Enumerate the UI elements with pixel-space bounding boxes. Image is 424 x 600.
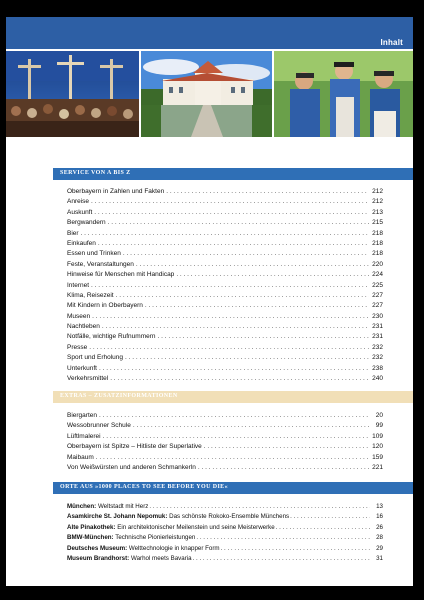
leader-dots bbox=[99, 364, 369, 374]
toc-entry-label bbox=[67, 533, 195, 543]
leader-dots bbox=[136, 260, 369, 270]
passion-play-photo bbox=[6, 51, 139, 137]
toc-entry-description: Das schönste Rokoko-Ensemble Münchens bbox=[167, 513, 290, 521]
toc-entry-label bbox=[67, 544, 220, 554]
leader-dots bbox=[198, 463, 369, 473]
leader-dots bbox=[145, 301, 369, 311]
toc-entry-page: 220 bbox=[372, 260, 383, 268]
toc-entry-page: 232 bbox=[372, 343, 383, 351]
toc-entry-page: 28 bbox=[376, 534, 383, 542]
extras-list bbox=[67, 411, 383, 473]
leader-dots bbox=[81, 229, 369, 239]
toc-entry-label: Anreise bbox=[67, 198, 90, 206]
document-page bbox=[6, 17, 413, 586]
toc-entry[interactable] bbox=[67, 218, 383, 228]
toc-entry-label: Biergarten bbox=[67, 411, 97, 419]
leader-dots bbox=[96, 453, 369, 463]
leader-dots bbox=[91, 197, 369, 207]
toc-entry-page: 227 bbox=[372, 291, 383, 299]
toc-entry-label: Verkehrsmittel bbox=[67, 375, 109, 383]
toc-entry-page: 224 bbox=[372, 271, 383, 279]
toc-entry-label: Klima, Reisezeit bbox=[67, 291, 114, 299]
toc-entry-place: BMW-München: bbox=[67, 534, 114, 542]
leader-dots bbox=[116, 291, 369, 301]
toc-entry-page: 31 bbox=[376, 554, 383, 562]
toc-entry-page: 213 bbox=[372, 208, 383, 216]
toc-entry[interactable] bbox=[67, 312, 383, 322]
leader-dots bbox=[176, 270, 369, 280]
section-title-service: SERVICE VON A BIS Z bbox=[60, 170, 131, 176]
toc-entry-page: 218 bbox=[372, 250, 383, 258]
leader-dots bbox=[290, 512, 370, 522]
toc-entry-place: Deutsches Museum: bbox=[67, 544, 128, 552]
toc-entry[interactable] bbox=[67, 239, 383, 249]
traditional-costume-photo bbox=[274, 51, 413, 137]
toc-entry-page: 232 bbox=[372, 354, 383, 362]
section-title-places: ORTE AUS »1000 PLACES TO SEE BEFORE YOU DIE« bbox=[60, 484, 228, 490]
toc-entry-page: 227 bbox=[372, 302, 383, 310]
toc-entry-page: 120 bbox=[372, 443, 383, 451]
toc-entry-label: Oberbayern in Zahlen und Fakten bbox=[67, 187, 165, 195]
leader-dots bbox=[89, 343, 369, 353]
leader-dots bbox=[91, 281, 369, 291]
toc-entry-label: Unterkunft bbox=[67, 364, 97, 372]
toc-entry-label: Von Weißwürsten und anderen Schmankerln bbox=[67, 463, 196, 471]
toc-entry-label: Feste, Veranstaltungen bbox=[67, 260, 134, 268]
toc-entry-place: München: bbox=[67, 502, 97, 510]
toc-entry[interactable] bbox=[67, 523, 383, 533]
toc-entry-label: Auskunft bbox=[67, 208, 93, 216]
toc-entry[interactable] bbox=[67, 353, 383, 363]
toc-entry-page: 159 bbox=[372, 453, 383, 461]
toc-entry[interactable] bbox=[67, 554, 383, 564]
toc-entry-description: Technische Pionierleistungen bbox=[113, 534, 196, 542]
toc-entry-page: 212 bbox=[372, 187, 383, 195]
leader-dots bbox=[94, 208, 369, 218]
toc-entry[interactable] bbox=[67, 332, 383, 342]
toc-entry-label: Oberbayern ist Spitze – Hitliste der Superlative bbox=[67, 443, 202, 451]
toc-entry-page: 13 bbox=[376, 502, 383, 510]
toc-entry[interactable] bbox=[67, 343, 383, 353]
toc-entry[interactable] bbox=[67, 374, 383, 384]
toc-entry-page: 212 bbox=[372, 198, 383, 206]
palace-photo bbox=[141, 51, 272, 137]
toc-entry-page: 240 bbox=[372, 375, 383, 383]
toc-entry[interactable] bbox=[67, 281, 383, 291]
toc-entry[interactable] bbox=[67, 291, 383, 301]
toc-entry-page: 238 bbox=[372, 364, 383, 372]
toc-entry-label: Museen bbox=[67, 312, 91, 320]
toc-entry-label: Mit Kindern in Oberbayern bbox=[67, 302, 143, 310]
toc-entry[interactable] bbox=[67, 544, 383, 554]
leader-dots bbox=[125, 353, 369, 363]
toc-entry-place: Museum Brandhorst: bbox=[67, 554, 130, 562]
toc-entry-description: Weltstadt mit Herz bbox=[96, 502, 149, 510]
toc-entry[interactable] bbox=[67, 270, 383, 280]
toc-entry[interactable] bbox=[67, 453, 383, 463]
toc-entry-page: 99 bbox=[375, 422, 383, 430]
leader-dots bbox=[158, 332, 369, 342]
toc-entry[interactable] bbox=[67, 502, 383, 512]
toc-entry-label: Bergwandern bbox=[67, 219, 106, 227]
toc-entry-page: 16 bbox=[376, 513, 383, 521]
toc-entry[interactable] bbox=[67, 322, 383, 332]
toc-entry[interactable] bbox=[67, 208, 383, 218]
toc-entry-page: 221 bbox=[372, 463, 383, 471]
page-title: Inhalt bbox=[380, 38, 403, 47]
toc-entry[interactable] bbox=[67, 411, 383, 421]
toc-entry-label bbox=[67, 502, 148, 512]
toc-entry-label bbox=[67, 554, 192, 564]
toc-entry-description: Warhol meets Bavaria bbox=[129, 554, 192, 562]
toc-entry-label: Bier bbox=[67, 229, 79, 237]
toc-entry-page: 218 bbox=[372, 229, 383, 237]
places-list bbox=[67, 502, 383, 564]
leader-dots bbox=[133, 421, 369, 431]
leader-dots bbox=[92, 312, 369, 322]
toc-entry-place: Alte Pinakothek: bbox=[67, 523, 116, 531]
toc-entry-description: Welttechnologie in knapper Form bbox=[127, 544, 220, 552]
leader-dots bbox=[204, 442, 369, 452]
toc-entry[interactable] bbox=[67, 533, 383, 543]
leader-dots bbox=[193, 554, 370, 564]
leader-dots bbox=[276, 523, 370, 533]
toc-entry-page: 26 bbox=[376, 523, 383, 531]
toc-entry-label: Hinweise für Menschen mit Handicap bbox=[67, 271, 175, 279]
toc-entry-label: Maibaum bbox=[67, 453, 94, 461]
leader-dots bbox=[149, 502, 370, 512]
leader-dots bbox=[166, 187, 369, 197]
leader-dots bbox=[221, 544, 370, 554]
toc-entry-label: Sport und Erholung bbox=[67, 354, 124, 362]
leader-dots bbox=[108, 218, 369, 228]
toc-entry[interactable] bbox=[67, 512, 383, 522]
toc-entry[interactable] bbox=[67, 432, 383, 442]
toc-entry[interactable] bbox=[67, 442, 383, 452]
toc-entry[interactable] bbox=[67, 301, 383, 311]
toc-entry-label: Wessobrunner Schule bbox=[67, 422, 131, 430]
toc-entry-page: 29 bbox=[376, 544, 383, 552]
toc-entry[interactable] bbox=[67, 260, 383, 270]
toc-entry-place: Asamkirche St. Johann Nepomuk: bbox=[67, 513, 168, 521]
toc-entry-page: 231 bbox=[372, 333, 383, 341]
leader-dots bbox=[123, 249, 369, 259]
toc-entry-page: 230 bbox=[372, 312, 383, 320]
toc-entry[interactable] bbox=[67, 187, 383, 197]
toc-entry-page: 215 bbox=[372, 219, 383, 227]
section-header-extras bbox=[53, 391, 413, 403]
toc-entry-label: Nachtleben bbox=[67, 323, 100, 331]
toc-entry[interactable] bbox=[67, 421, 383, 431]
toc-entry-page: 218 bbox=[372, 239, 383, 247]
leader-dots bbox=[102, 322, 369, 332]
toc-entry-label: Internet bbox=[67, 281, 90, 289]
toc-entry-label: Notfälle, wichtige Rufnummern bbox=[67, 333, 156, 341]
toc-entry-label: Presse bbox=[67, 343, 88, 351]
toc-entry-label: Lüftlmalerei bbox=[67, 432, 101, 440]
toc-entry-label bbox=[67, 523, 275, 533]
toc-entry-label: Einkaufen bbox=[67, 239, 96, 247]
header-bar bbox=[6, 17, 413, 49]
leader-dots bbox=[110, 374, 369, 384]
toc-entry-page: 231 bbox=[372, 323, 383, 331]
toc-entry-label: Essen und Trinken bbox=[67, 250, 121, 258]
section-header-places bbox=[53, 482, 413, 494]
leader-dots bbox=[103, 432, 369, 442]
leader-dots bbox=[196, 533, 370, 543]
toc-entry[interactable] bbox=[67, 463, 383, 473]
photo-strip bbox=[6, 51, 413, 137]
toc-entry-page: 20 bbox=[375, 411, 383, 419]
section-header-service bbox=[53, 168, 413, 180]
toc-entry[interactable] bbox=[67, 249, 383, 259]
toc-entry[interactable] bbox=[67, 364, 383, 374]
leader-dots bbox=[98, 239, 369, 249]
toc-entry-page: 109 bbox=[372, 432, 383, 440]
toc-entry-page: 225 bbox=[372, 281, 383, 289]
service-list bbox=[67, 187, 383, 384]
toc-entry-label bbox=[67, 512, 289, 522]
toc-entry-description: Ein architektonischer Meilenstein und seine Meisterwerke bbox=[115, 523, 275, 531]
toc-entry[interactable] bbox=[67, 229, 383, 239]
section-title-extras: EXTRAS – ZUSATZINFORMATIONEN bbox=[60, 393, 178, 399]
toc-entry[interactable] bbox=[67, 197, 383, 207]
leader-dots bbox=[99, 411, 369, 421]
